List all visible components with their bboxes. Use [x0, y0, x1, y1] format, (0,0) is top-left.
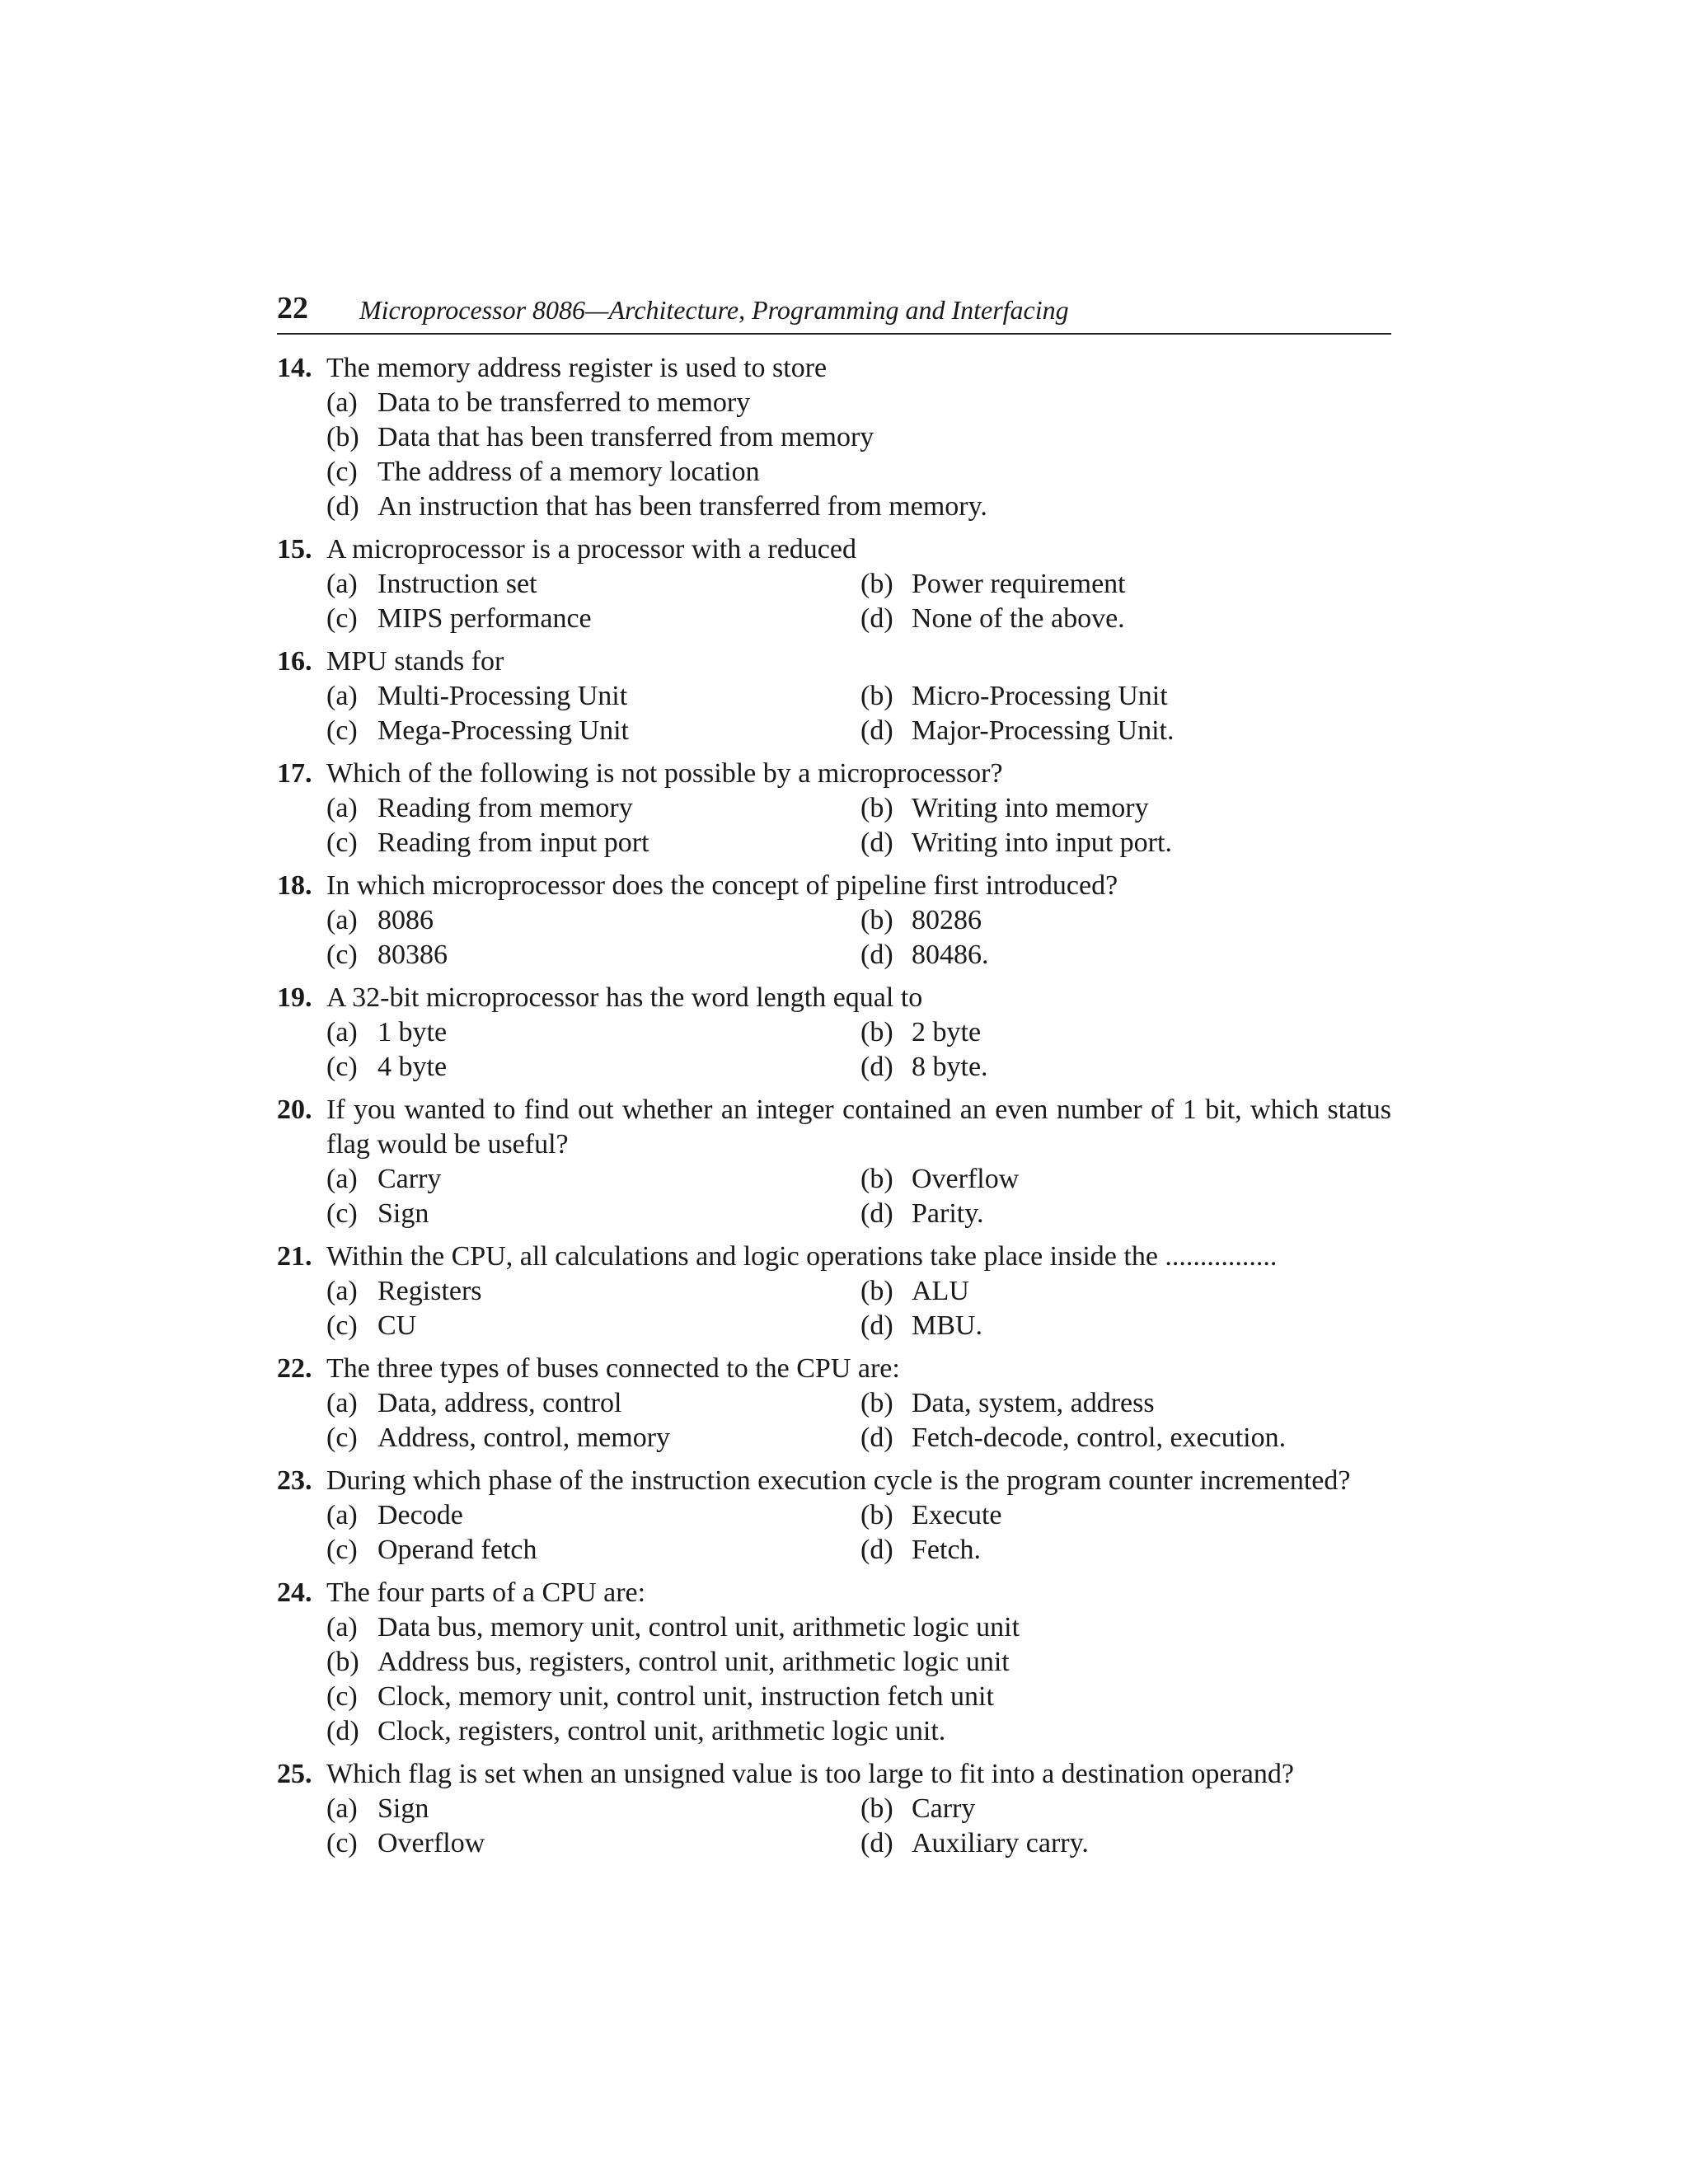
answer-option	[860, 826, 1391, 860]
answer-option	[326, 1197, 860, 1231]
option-text: 80486.	[912, 940, 989, 970]
answer-option	[326, 1533, 860, 1568]
option-text: Auxiliary carry.	[912, 1828, 1089, 1858]
question-number: 25.	[277, 1759, 312, 1789]
question-item	[277, 1352, 1391, 1455]
option-label: (b)	[326, 422, 359, 452]
answer-option	[326, 1826, 860, 1861]
option-label: (a)	[326, 569, 358, 599]
answer-options	[326, 1162, 1391, 1231]
option-text: Clock, memory unit, control unit, instruction fetch unit	[377, 1681, 994, 1712]
answer-options	[326, 1792, 1391, 1861]
option-label: (d)	[860, 1422, 893, 1453]
question-text: Which flag is set when an unsigned value is too large to fit into a destination operand?	[326, 1759, 1294, 1789]
answer-option	[326, 903, 860, 938]
answer-option	[860, 1792, 1391, 1826]
answer-option	[326, 1498, 860, 1533]
question-item	[277, 351, 1391, 524]
option-label: (a)	[326, 793, 358, 823]
option-label: (a)	[326, 1164, 358, 1194]
option-text: Data bus, memory unit, control unit, arithmetic logic unit	[377, 1612, 1020, 1643]
answer-options	[326, 1610, 1391, 1749]
question-item	[277, 1093, 1391, 1231]
answer-option	[860, 1421, 1391, 1455]
option-text: 1 byte	[377, 1017, 448, 1047]
option-label: (c)	[326, 715, 358, 746]
answer-option	[860, 1498, 1391, 1533]
option-text: 2 byte	[912, 1017, 982, 1047]
answer-option	[326, 714, 860, 748]
option-label: (b)	[326, 1647, 359, 1677]
option-text: Fetch.	[912, 1535, 982, 1565]
answer-option	[326, 1309, 860, 1343]
option-label: (b)	[860, 1388, 893, 1418]
option-label: (d)	[860, 1535, 893, 1565]
answer-options	[326, 903, 1391, 972]
answer-options	[326, 1274, 1391, 1343]
answer-option	[326, 455, 1391, 490]
answer-options	[326, 567, 1391, 636]
option-label: (b)	[860, 1276, 893, 1306]
answer-option	[860, 1826, 1391, 1861]
question-item	[277, 757, 1391, 860]
answer-option	[326, 1274, 860, 1309]
option-text: Data that has been transferred from memory	[377, 422, 874, 452]
question-text: The four parts of a CPU are:	[326, 1577, 646, 1608]
option-label: (c)	[326, 457, 358, 487]
question-number: 20.	[277, 1094, 312, 1125]
option-text: The address of a memory location	[377, 457, 760, 487]
answer-options	[326, 386, 1391, 524]
option-label: (a)	[326, 1017, 358, 1047]
question-text: The memory address register is used to store	[326, 353, 828, 383]
option-text: Clock, registers, control unit, arithmetic logic unit.	[377, 1716, 946, 1746]
question-item	[277, 644, 1391, 748]
option-text: Reading from memory	[377, 793, 633, 823]
question-number: 21.	[277, 1241, 312, 1272]
option-text: Writing into memory	[912, 793, 1149, 823]
option-text: Reading from input port	[377, 827, 649, 858]
option-label: (d)	[860, 1310, 893, 1341]
option-label: (a)	[326, 1276, 358, 1306]
answer-options	[326, 791, 1391, 860]
option-label: (d)	[860, 1828, 893, 1858]
option-text: Sign	[377, 1793, 429, 1824]
option-label: (c)	[326, 1052, 358, 1082]
option-label: (b)	[860, 1017, 893, 1047]
option-label: (b)	[860, 1500, 893, 1530]
question-item	[277, 532, 1391, 636]
option-label: (d)	[860, 1198, 893, 1229]
option-text: Data, address, control	[377, 1388, 622, 1418]
question-item	[277, 1757, 1391, 1861]
option-label: (a)	[326, 1612, 358, 1643]
answer-option	[326, 1680, 1391, 1714]
option-text: Data, system, address	[912, 1388, 1155, 1418]
option-text: CU	[377, 1310, 417, 1341]
answer-options	[326, 679, 1391, 748]
answer-option	[326, 826, 860, 860]
question-text: The three types of buses connected to the CPU are:	[326, 1353, 900, 1384]
answer-option	[326, 1162, 860, 1197]
answer-option	[326, 1421, 860, 1455]
option-label: (b)	[860, 793, 893, 823]
option-label: (d)	[860, 715, 893, 746]
book-page	[277, 290, 1391, 1869]
option-label: (a)	[326, 1388, 358, 1418]
answer-options	[326, 1015, 1391, 1085]
answer-option	[326, 679, 860, 714]
option-label: (a)	[326, 387, 358, 418]
answer-option	[326, 1386, 860, 1421]
option-text: Operand fetch	[377, 1535, 537, 1565]
option-label: (d)	[860, 940, 893, 970]
option-text: Micro-Processing Unit	[912, 681, 1168, 711]
option-text: Carry	[912, 1793, 976, 1824]
option-text: Major-Processing Unit.	[912, 715, 1175, 746]
answer-option	[860, 1050, 1391, 1085]
question-list	[277, 351, 1391, 1861]
question-number: 23.	[277, 1465, 312, 1496]
question-number: 14.	[277, 353, 312, 383]
question-text: A microprocessor is a processor with a reduced	[326, 534, 856, 565]
option-label: (b)	[860, 569, 893, 599]
page-number: 22	[277, 291, 308, 326]
question-text: During which phase of the instruction execution cycle is the program counter incremented?	[326, 1465, 1351, 1496]
option-label: (b)	[860, 1164, 893, 1194]
option-text: Execute	[912, 1500, 1002, 1530]
answer-option	[326, 602, 860, 636]
question-text: A 32-bit microprocessor has the word length equal to	[326, 982, 923, 1013]
answer-options	[326, 1498, 1391, 1568]
option-label: (a)	[326, 1500, 358, 1530]
option-label: (a)	[326, 1793, 358, 1824]
option-label: (c)	[326, 603, 358, 634]
answer-option	[860, 791, 1391, 826]
option-label: (c)	[326, 1681, 358, 1712]
option-label: (d)	[860, 827, 893, 858]
option-label: (c)	[326, 1198, 358, 1229]
answer-option	[860, 1162, 1391, 1197]
question-item	[277, 869, 1391, 972]
question-item	[277, 1576, 1391, 1749]
question-item	[277, 981, 1391, 1085]
option-text: Power requirement	[912, 569, 1126, 599]
option-text: MBU.	[912, 1310, 982, 1341]
option-label: (c)	[326, 1310, 358, 1341]
option-text: Multi-Processing Unit	[377, 681, 628, 711]
answer-option	[860, 679, 1391, 714]
option-label: (c)	[326, 1422, 358, 1453]
option-text: Overflow	[377, 1828, 485, 1858]
option-text: Fetch-decode, control, execution.	[912, 1422, 1287, 1453]
option-text: None of the above.	[912, 603, 1125, 634]
question-item	[277, 1240, 1391, 1343]
option-text: Carry	[377, 1164, 442, 1194]
option-text: MIPS performance	[377, 603, 592, 634]
question-text: Within the CPU, all calculations and logic operations take place inside the ................	[326, 1241, 1278, 1272]
answer-option	[860, 567, 1391, 602]
answer-option	[326, 1645, 1391, 1680]
option-text: Address, control, memory	[377, 1422, 671, 1453]
option-text: An instruction that has been transferred from memory.	[377, 491, 987, 522]
option-label: (a)	[326, 905, 358, 935]
option-label: (b)	[860, 681, 893, 711]
option-label: (c)	[326, 940, 358, 970]
question-item	[277, 1464, 1391, 1568]
answer-option	[326, 1015, 860, 1050]
answer-option	[326, 1792, 860, 1826]
answer-option	[860, 1533, 1391, 1568]
option-text: Mega-Processing Unit	[377, 715, 630, 746]
option-text: Address bus, registers, control unit, arithmetic logic unit	[377, 1647, 1010, 1677]
answer-options	[326, 1386, 1391, 1455]
question-text: If you wanted to find out whether an integer contained an even number of 1 bit, which status flag would be useful?	[326, 1094, 1391, 1160]
answer-option	[326, 1610, 1391, 1645]
option-label: (b)	[860, 1793, 893, 1824]
answer-option	[860, 1274, 1391, 1309]
answer-option	[860, 1309, 1391, 1343]
option-text: 80386	[377, 940, 448, 970]
question-number: 15.	[277, 534, 312, 565]
answer-option	[326, 420, 1391, 455]
question-number: 19.	[277, 982, 312, 1013]
answer-option	[326, 791, 860, 826]
option-label: (d)	[326, 491, 359, 522]
option-label: (a)	[326, 681, 358, 711]
question-number: 16.	[277, 646, 312, 677]
option-text: Writing into input port.	[912, 827, 1172, 858]
option-label: (b)	[860, 905, 893, 935]
option-text: Parity.	[912, 1198, 984, 1229]
question-text: In which microprocessor does the concept of pipeline first introduced?	[326, 870, 1118, 901]
option-text: Sign	[377, 1198, 429, 1229]
question-number: 24.	[277, 1577, 312, 1608]
option-label: (d)	[860, 603, 893, 634]
option-text: Data to be transferred to memory	[377, 387, 751, 418]
question-number: 17.	[277, 758, 312, 789]
running-title: Microprocessor 8086—Architecture, Programming and Interfacing	[359, 295, 1069, 325]
question-number: 22.	[277, 1353, 312, 1384]
question-text: Which of the following is not possible by a microprocessor?	[326, 758, 1003, 789]
answer-option	[326, 567, 860, 602]
option-label: (c)	[326, 1535, 358, 1565]
option-text: Overflow	[912, 1164, 1020, 1194]
answer-option	[326, 1050, 860, 1085]
option-text: 8 byte.	[912, 1052, 988, 1082]
option-label: (c)	[326, 1828, 358, 1858]
question-number: 18.	[277, 870, 312, 901]
option-text: 4 byte	[377, 1052, 448, 1082]
option-label: (d)	[860, 1052, 893, 1082]
question-text: MPU stands for	[326, 646, 504, 677]
answer-option	[326, 938, 860, 972]
option-text: Instruction set	[377, 569, 537, 599]
option-text: 8086	[377, 905, 434, 935]
page-header	[277, 290, 1391, 335]
option-text: 80286	[912, 905, 982, 935]
answer-option	[860, 903, 1391, 938]
answer-option	[860, 1197, 1391, 1231]
answer-option	[860, 1386, 1391, 1421]
answer-option	[860, 602, 1391, 636]
answer-option	[326, 1714, 1391, 1749]
answer-option	[326, 490, 1391, 524]
answer-option	[860, 1015, 1391, 1050]
option-text: ALU	[912, 1276, 969, 1306]
option-text: Registers	[377, 1276, 482, 1306]
option-label: (c)	[326, 827, 358, 858]
answer-option	[860, 938, 1391, 972]
option-label: (d)	[326, 1716, 359, 1746]
answer-option	[860, 714, 1391, 748]
option-text: Decode	[377, 1500, 463, 1530]
answer-option	[326, 386, 1391, 420]
